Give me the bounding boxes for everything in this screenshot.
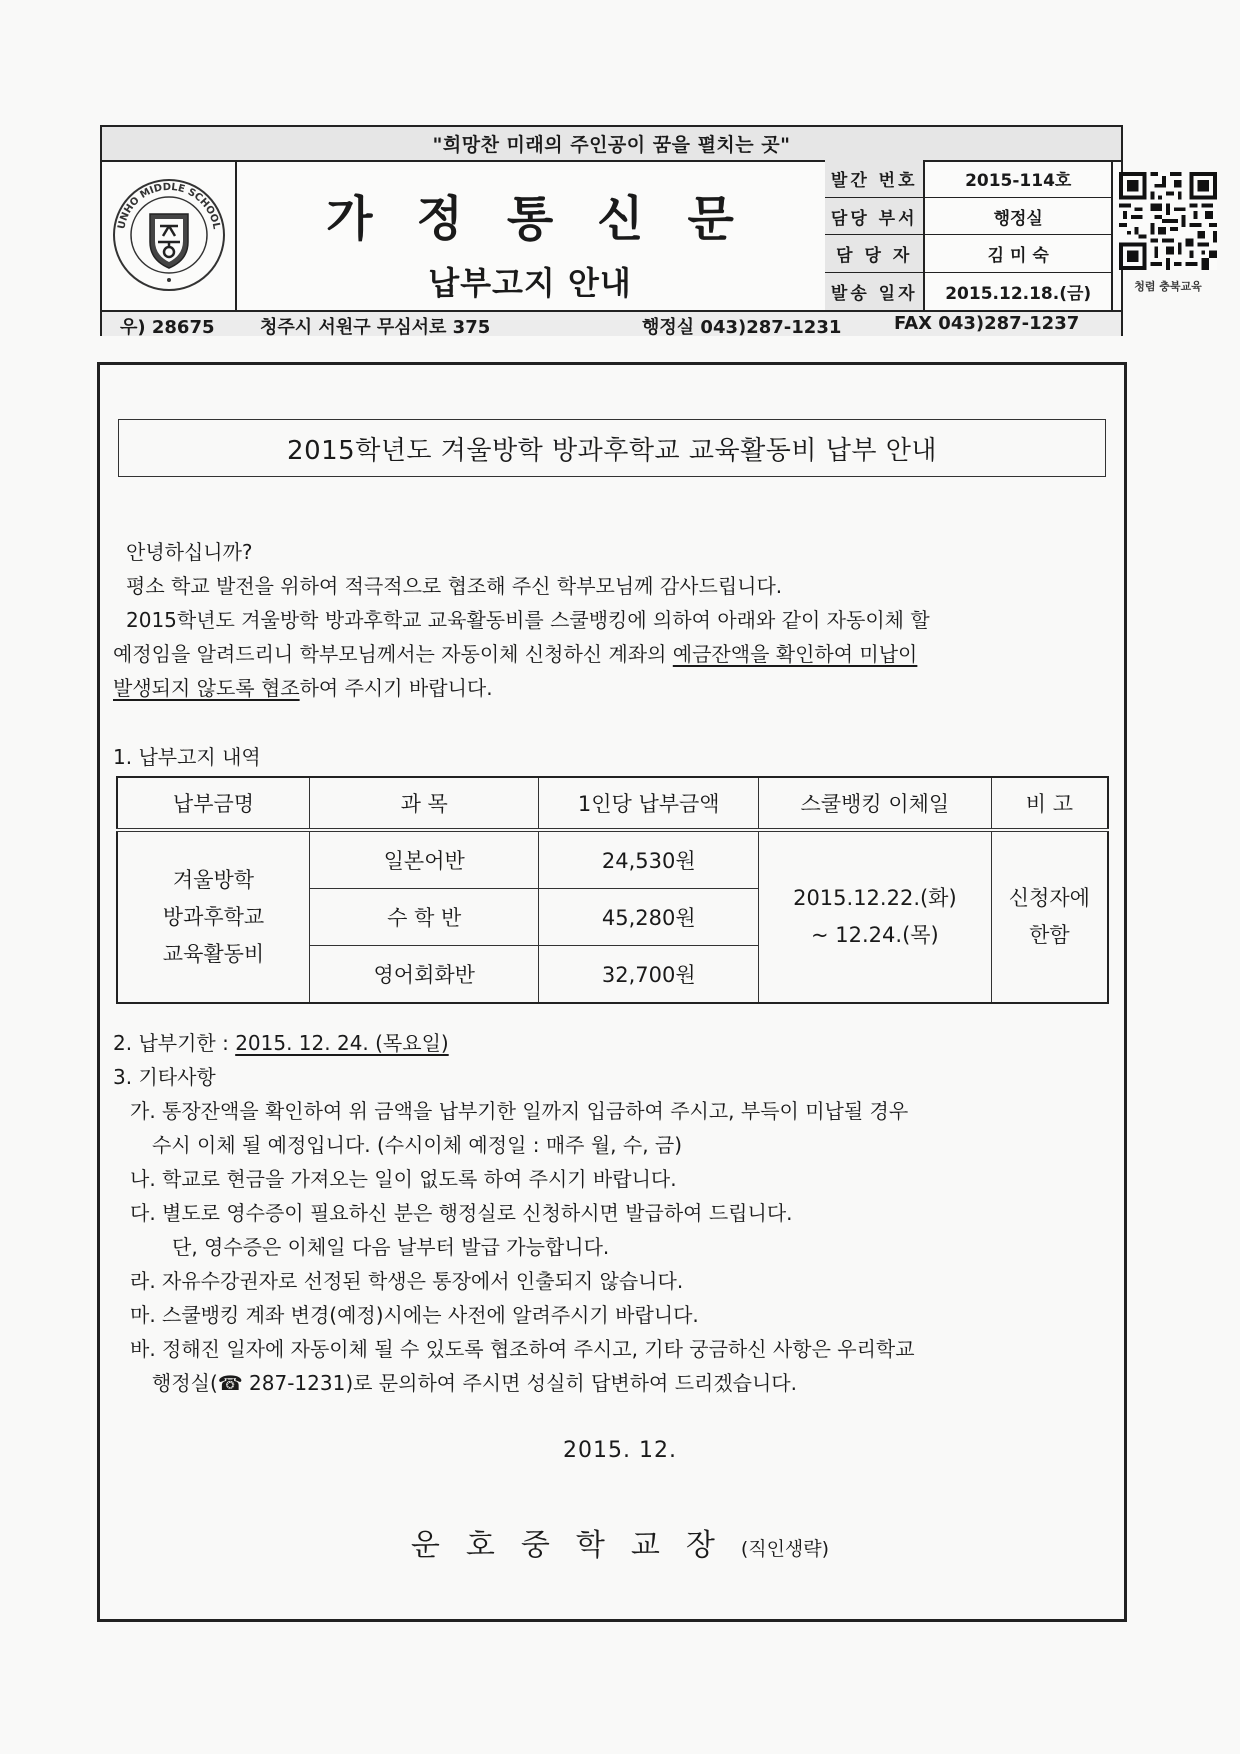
- info-value: 2015-114호: [924, 160, 1112, 197]
- contact-row: [102, 310, 1121, 336]
- subject-cell: 일본어반: [310, 830, 539, 889]
- deadline-label: 2. 납부기한 :: [113, 1031, 236, 1055]
- note-cell: [991, 830, 1108, 1003]
- subject-cell: 영어회화반: [310, 946, 539, 1004]
- svg-text:UNHO MIDDLE SCHOOL: UNHO MIDDLE SCHOOL: [115, 181, 222, 231]
- info-label: 담당 부서: [825, 197, 924, 235]
- intro-line-2: 2015학년도 겨울방학 방과후학교 교육활동비를 스쿨뱅킹에 의하여 아래와 같이 자동이체 할: [126, 608, 930, 632]
- info-value: 행정실: [924, 197, 1112, 235]
- list-item: 마. 스쿨뱅킹 계좌 변경(예정)시에는 사전에 알려주시기 바랍니다.: [130, 1303, 699, 1327]
- transfer-date-cell: [759, 830, 992, 1003]
- list-item: 수시 이체 될 예정입니다. (수시이체 예정일 : 매주 월, 수, 금): [152, 1133, 683, 1157]
- fee-name-cell: [117, 830, 310, 1003]
- school-emblem-icon: [110, 176, 228, 294]
- list-item: 나. 학교로 현금을 가져오는 일이 없도록 하여 주시기 바랍니다.: [130, 1167, 677, 1191]
- info-row: [825, 235, 1112, 273]
- document-title: 2015학년도 겨울방학 방과후학교 교육활동비 납부 안내: [118, 419, 1106, 477]
- school-address: 청주시 서원구 무심서로 375: [260, 317, 491, 338]
- intro-line-4: [113, 671, 493, 705]
- school-logo-cell: [102, 160, 237, 310]
- newsletter-header: [100, 125, 1202, 338]
- column-header: 스쿨뱅킹 이체일: [759, 777, 992, 830]
- subject-cell: 수 학 반: [310, 889, 539, 946]
- slogan: "희망찬 미래의 주인공이 꿈을 펼치는 곳": [102, 127, 1121, 162]
- newsletter-subtitle: 납부고지 안내: [428, 264, 632, 302]
- list-item: 단, 영수증은 이체일 다음 날부터 발급 가능합니다.: [172, 1235, 610, 1259]
- intro-underlined-text: 발생되지 않도록 협조: [113, 676, 300, 700]
- zip-code: 우) 28675: [120, 317, 215, 338]
- amount-cell: 45,280원: [539, 889, 759, 946]
- list-item: 행정실(☎ 287-1231)로 문의하여 주시면 성실히 답변하여 드리겠습니다.: [152, 1371, 797, 1395]
- table-header-row: [117, 777, 1108, 830]
- deadline-value: 2015. 12. 24. (목요일): [235, 1031, 449, 1055]
- payment-table: [116, 776, 1109, 1004]
- fee-name-line: 교육활동비: [162, 941, 265, 966]
- seal-note: (직인생략): [740, 1538, 830, 1560]
- section-2: [113, 1026, 449, 1060]
- amount-cell: 24,530원: [539, 830, 759, 889]
- column-header: 1인당 납부금액: [539, 777, 759, 830]
- info-row: [825, 160, 1112, 197]
- section-1-heading: 1. 납부고지 내역: [113, 745, 261, 769]
- column-header: 과 목: [310, 777, 539, 830]
- info-row: [825, 273, 1112, 310]
- intro-underlined-text: 예금잔액을 확인하여 미납이: [672, 642, 918, 666]
- greeting: 안녕하십니까?: [126, 540, 253, 564]
- info-value: 김 미 숙: [924, 235, 1112, 273]
- info-value: 2015.12.18.(금): [924, 273, 1112, 310]
- qr-cell: [1113, 160, 1223, 310]
- note-line: 신청자에: [1008, 886, 1090, 910]
- qr-caption: 청렴 충북교육: [1134, 280, 1202, 293]
- school-fax: FAX 043)287-1237: [894, 313, 1080, 334]
- principal-signature: [0, 1520, 1240, 1564]
- column-header: 납부금명: [117, 777, 310, 830]
- section-3-heading: 3. 기타사항: [113, 1065, 216, 1089]
- list-item: 라. 자유수강권자로 선정된 학생은 통장에서 인출되지 않습니다.: [130, 1269, 684, 1293]
- fee-name-line: 방과후학교: [162, 904, 265, 929]
- intro-line-4-text: 하여 주시기 바랍니다.: [299, 676, 493, 700]
- intro-line-3-text: 예정임을 알려드리니 학부모님께서는 자동이체 신청하신 계좌의: [113, 642, 673, 666]
- principal-name: 운호중학교장: [410, 1528, 741, 1563]
- table-row: [117, 830, 1108, 889]
- transfer-date-line: 2015.12.22.(화): [793, 886, 957, 910]
- list-item: 가. 통장잔액을 확인하여 위 금액을 납부기한 일까지 입금하여 주시고, 부득이 미납될 경우: [130, 1099, 909, 1123]
- fee-name-line: 겨울방학: [172, 867, 255, 892]
- publication-info-table: [825, 160, 1113, 310]
- qr-code-icon: [1119, 172, 1217, 270]
- info-label: 담 당 자: [825, 235, 924, 273]
- info-label: 발간 번호: [825, 160, 924, 197]
- note-line: 한함: [1029, 923, 1070, 947]
- title-cell: [235, 160, 827, 310]
- info-row: [825, 197, 1112, 235]
- info-label: 발송 일자: [825, 273, 924, 310]
- transfer-date-line: ~ 12.24.(목): [811, 923, 939, 947]
- intro-line-3: [113, 637, 917, 671]
- school-phone: 행정실 043)287-1231: [642, 317, 842, 338]
- column-header: 비 고: [991, 777, 1108, 830]
- list-item: 다. 별도로 영수증이 필요하신 분은 행정실로 신청하시면 발급하여 드립니다.: [130, 1201, 793, 1225]
- list-item: 바. 정해진 일자에 자동이체 될 수 있도록 협조하여 주시고, 기타 궁금하신 사항은 우리학교: [130, 1337, 915, 1361]
- intro-line-1: 평소 학교 발전을 위하여 적극적으로 협조해 주신 학부모님께 감사드립니다.: [126, 574, 783, 598]
- sign-date: 2015. 12.: [563, 1438, 677, 1463]
- newsletter-title: 가정통신문: [326, 191, 778, 247]
- amount-cell: 32,700원: [539, 946, 759, 1004]
